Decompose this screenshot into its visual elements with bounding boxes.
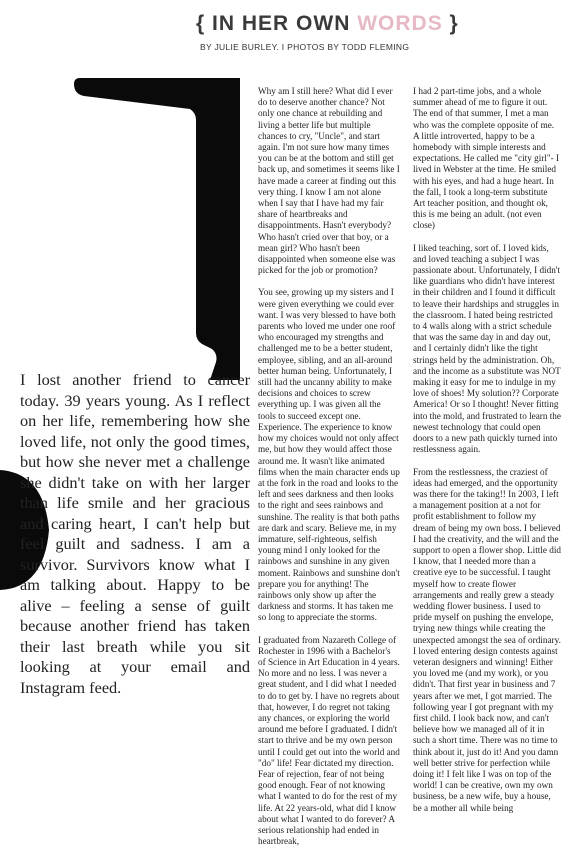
paragraph: I graduated from Nazareth College of Rochester in 1996 with a Bachelor's of Science in Art Education in 4 years. No more and no less. I was never a great student, and I did what I needed to do to get by. I have no regrets about that, however, I do regret not taking any chances, or exploring the world around me before I graduated. I didn't start to thrive and be my own person until I could get out into the world and "do" life! Fear dictated my direction. Fear of rejection, fear of not being good enough. Fear of not knowing what I wanted to do for the rest of my life. At 22 years-old, what did I know about what I wanted to do forever? A serious relationship had ended in heartbreak,: [258, 634, 400, 847]
paragraph: From the restlessness, the craziest of ideas had emerged, and the opportunity was there for the taking!! In 2003, I left a management position at a not for profit establishment to follow my dream of being my own boss. I believed I had the creativity, and the will and the support to open a flower shop. Little did I know, that I needed more than a creative eye to be successful. I taught myself how to create flower arrangements and really grew a steady wedding flower business. I used to pride myself on pushing the envelope, trying new things while creating the unexpected amongst the sea of ordinary. I loved entering design contests against veteran designers and winning! Either you loved me (and my work), or you didn't. That first year in business and 7 years after we met, I got married. The following year I got pregnant with my first child. I look back now, and can't believe how we managed all of it in such a short time. There was no time to think about it, just do it! And you damn well better strive for perfection while doing it! I felt like I was on top of the world! I can be creative, own my own business, be a new wife, buy a house, be a mother all while being: [413, 466, 561, 813]
byline: BY JULIE BURLEY. I PHOTOS BY TODD FLEMING: [200, 42, 410, 52]
paragraph: Why am I still here? What did I ever do to deserve another chance? Not only one chance at rebuilding and living a better life but multiple chances to cry, "Uncle", and start again. I'm not sure how many times you can be at the bottom and still get back up, and sometimes it seems like I have made a career at finding out this very thing. I know I am not alone when I say that I have had my fair share of heartbreaks and disappointments. Hasn't everybody? Who hasn't cried over that boy, or a mean girl? Who hasn't been disappointed when someone else was picked for the job or promotion?: [258, 86, 400, 276]
paragraph: You see, growing up my sisters and I were given everything we could ever want. I was very blessed to have both parents who loved me under one roof who encouraged my strengths and challenged me to be a better student, employee, sibling, and an all-around better human being. Unfortunately, I still had the uncanny ability to make decisions and choices to screw everything up. I was given all the tools to succeed except one. Experience. The experience to know how my choices would not only affect me, but how they would affect those around me. It wasn't like animated films when the main character ends up at the fork in the road and looks to the left and sees darkness and then looks to the right and sees rainbows and sunshine. The reality is that both paths are dark and scary. Believe me, in my immature, self-righteous, selfish young mind I only looked for the rainbows and sunshine in any given moment. Rainbows and sunshine don't prepare you for anything! The rainbows only show up after the darkness and storms. It has taken me so long to appreciate the storms.: [258, 287, 400, 623]
body-column-1: [258, 86, 400, 858]
body-column-2: [413, 86, 561, 825]
title-brace-open: {: [196, 12, 206, 35]
paragraph: I had 2 part-time jobs, and a whole summer ahead of me to figure it out. The end of that summer, I met a man who was the complete opposite of me. A little introverted, happy to be a homebody with simple interests and expectations. He called me "city girl"- I lived in Webster at the time. He smiled with his eyes, and had a huge heart. In the fall, I took a long-term substitute Art teacher position, and thought ok, this is me being an adult. (not even close): [413, 86, 560, 231]
paragraph: I liked teaching, sort of. I loved kids, and loved teaching a subject I was passionate about. Unfortunately, I didn't like guardians who didn't have interest in their children and I found it difficult to leave their hardships and struggles in the classroom. I hated being restricted to 4 walls along with a strict schedule that was the same day in and day out, and I certainly didn't like the tight strings held by the administration. Oh, and the income as a substitute was NOT making it easy for me to indulge in my love of shoes! My solution?? Corporate America! Or so I thought! Never fitting into the mold, and frustrated to learn the newest technology that could open doors to a new path quickly turned into restlessness again.: [413, 242, 561, 455]
lead-paragraph: I lost another friend to cancer today. 39 years young. As I reflect on her life, remembering how she loved life, not only the good times, but how she never met a challenge she didn't take on with her larger than life smile and her gracious and caring heart, I can't help but feel guilt and sadness. I am a survivor. Survivors know what I am talking about. Happy to be alive – feeling a sense of guilt because another friend has taken their last breath while you sit looking at your email and Instagram feed.: [20, 370, 250, 697]
drop-cap-letter-i: [0, 0, 240, 380]
title-main: IN HER OWN: [212, 12, 351, 35]
title-brace-close: }: [449, 12, 459, 35]
title-accent: WORDS: [357, 12, 443, 35]
